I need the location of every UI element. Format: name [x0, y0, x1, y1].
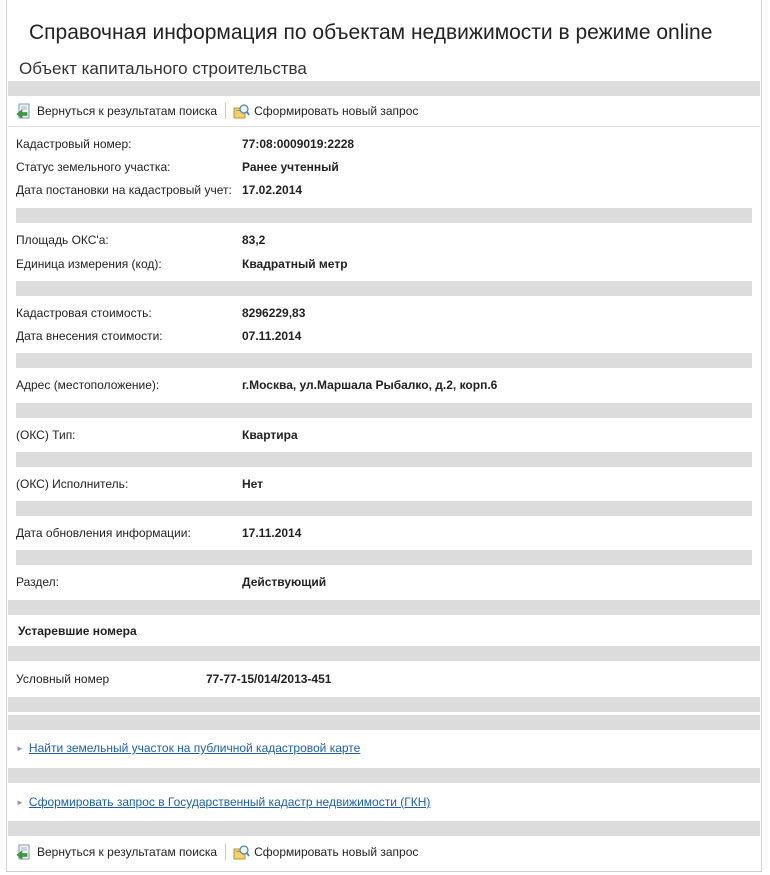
- section-separator-bar: [8, 715, 760, 730]
- field-label: Площадь ОКС'а:: [16, 233, 109, 247]
- header-separator-bar: [8, 81, 760, 96]
- back-to-results-button[interactable]: [16, 844, 217, 861]
- section-separator-bar: [16, 208, 752, 223]
- gkn-request-link[interactable]: Сформировать запрос в Государственный кадастр недвижимости (ГКН): [28, 795, 431, 809]
- old-number-value: 77-77-15/014/2013-451: [206, 672, 332, 686]
- toolbar-divider: [225, 844, 226, 860]
- field-value: 83,2: [242, 233, 266, 247]
- field-label: Кадастровая стоимость:: [16, 306, 152, 320]
- field-label: Дата обновления информации:: [16, 526, 191, 540]
- find-land-link[interactable]: Найти земельный участок на публичной кадастровой карте: [28, 741, 361, 755]
- section-separator-bar: [8, 600, 760, 615]
- section-separator-bar: [8, 646, 760, 661]
- field-value: Квадратный метр: [242, 257, 348, 271]
- section-separator-bar: [16, 501, 752, 516]
- page-subtitle: Объект капитального строительства: [19, 59, 307, 78]
- new-request-icon: [233, 103, 250, 120]
- field-value: 77:08:0009019:2228: [242, 137, 355, 151]
- back-to-results-icon: [16, 103, 33, 120]
- back-to-results-label: Вернуться к результатам поиска: [37, 845, 218, 859]
- arrow-right-icon: ►: [16, 743, 24, 753]
- field-value: 8296229,83: [242, 306, 306, 320]
- field-value: Ранее учтенный: [242, 160, 339, 174]
- new-request-button[interactable]: [233, 844, 418, 861]
- field-label: (ОКС) Исполнитель:: [16, 477, 129, 491]
- back-to-results-label: Вернуться к результатам поиска: [37, 104, 218, 118]
- field-value: Квартира: [242, 428, 298, 442]
- section-separator-bar: [16, 452, 752, 467]
- section-separator-bar: [16, 403, 752, 418]
- link-row-gkn-request: [16, 795, 430, 809]
- new-request-icon: [233, 844, 250, 861]
- old-number-label: Условный номер: [16, 672, 110, 686]
- section-separator-bar: [8, 697, 760, 712]
- section-separator-bar: [16, 353, 752, 368]
- back-to-results-icon: [16, 844, 33, 861]
- field-value: 17.02.2014: [242, 183, 303, 197]
- section-separator-bar: [8, 768, 760, 783]
- section-separator-bar: [16, 281, 752, 296]
- bottom-toolbar: [16, 841, 418, 863]
- field-value: г.Москва, ул.Маршала Рыбалко, д.2, корп.6: [242, 378, 498, 392]
- field-label: Дата постановки на кадастровый учет:: [16, 183, 232, 197]
- section-separator-bar: [8, 821, 760, 836]
- field-value: 07.11.2014: [242, 329, 302, 343]
- field-label: Раздел:: [16, 575, 59, 589]
- arrow-right-icon: ►: [16, 797, 24, 807]
- field-value: Нет: [242, 477, 264, 491]
- old-numbers-heading: Устаревшие номера: [18, 624, 137, 638]
- field-label: Единица измерения (код):: [16, 257, 162, 271]
- field-label: Статус земельного участка:: [16, 160, 171, 174]
- new-request-label: Сформировать новый запрос: [254, 104, 419, 118]
- new-request-button[interactable]: [233, 103, 418, 120]
- property-info-panel: [6, 0, 762, 872]
- field-value: 17.11.2014: [242, 526, 302, 540]
- toolbar-divider-line: [8, 126, 760, 127]
- field-label: Дата внесения стоимости:: [16, 329, 163, 343]
- page-title: Справочная информация по объектам недвижимости в режиме online: [29, 21, 713, 44]
- section-separator-bar: [16, 550, 752, 565]
- field-label: Кадастровый номер:: [16, 137, 132, 151]
- field-value: Действующий: [242, 575, 327, 589]
- field-label: (ОКС) Тип:: [16, 428, 76, 442]
- link-row-find-land: [16, 741, 360, 755]
- back-to-results-button[interactable]: [16, 103, 217, 120]
- top-toolbar: [16, 100, 418, 122]
- toolbar-divider: [225, 103, 226, 119]
- field-label: Адрес (местоположение):: [16, 378, 160, 392]
- new-request-label: Сформировать новый запрос: [254, 845, 419, 859]
